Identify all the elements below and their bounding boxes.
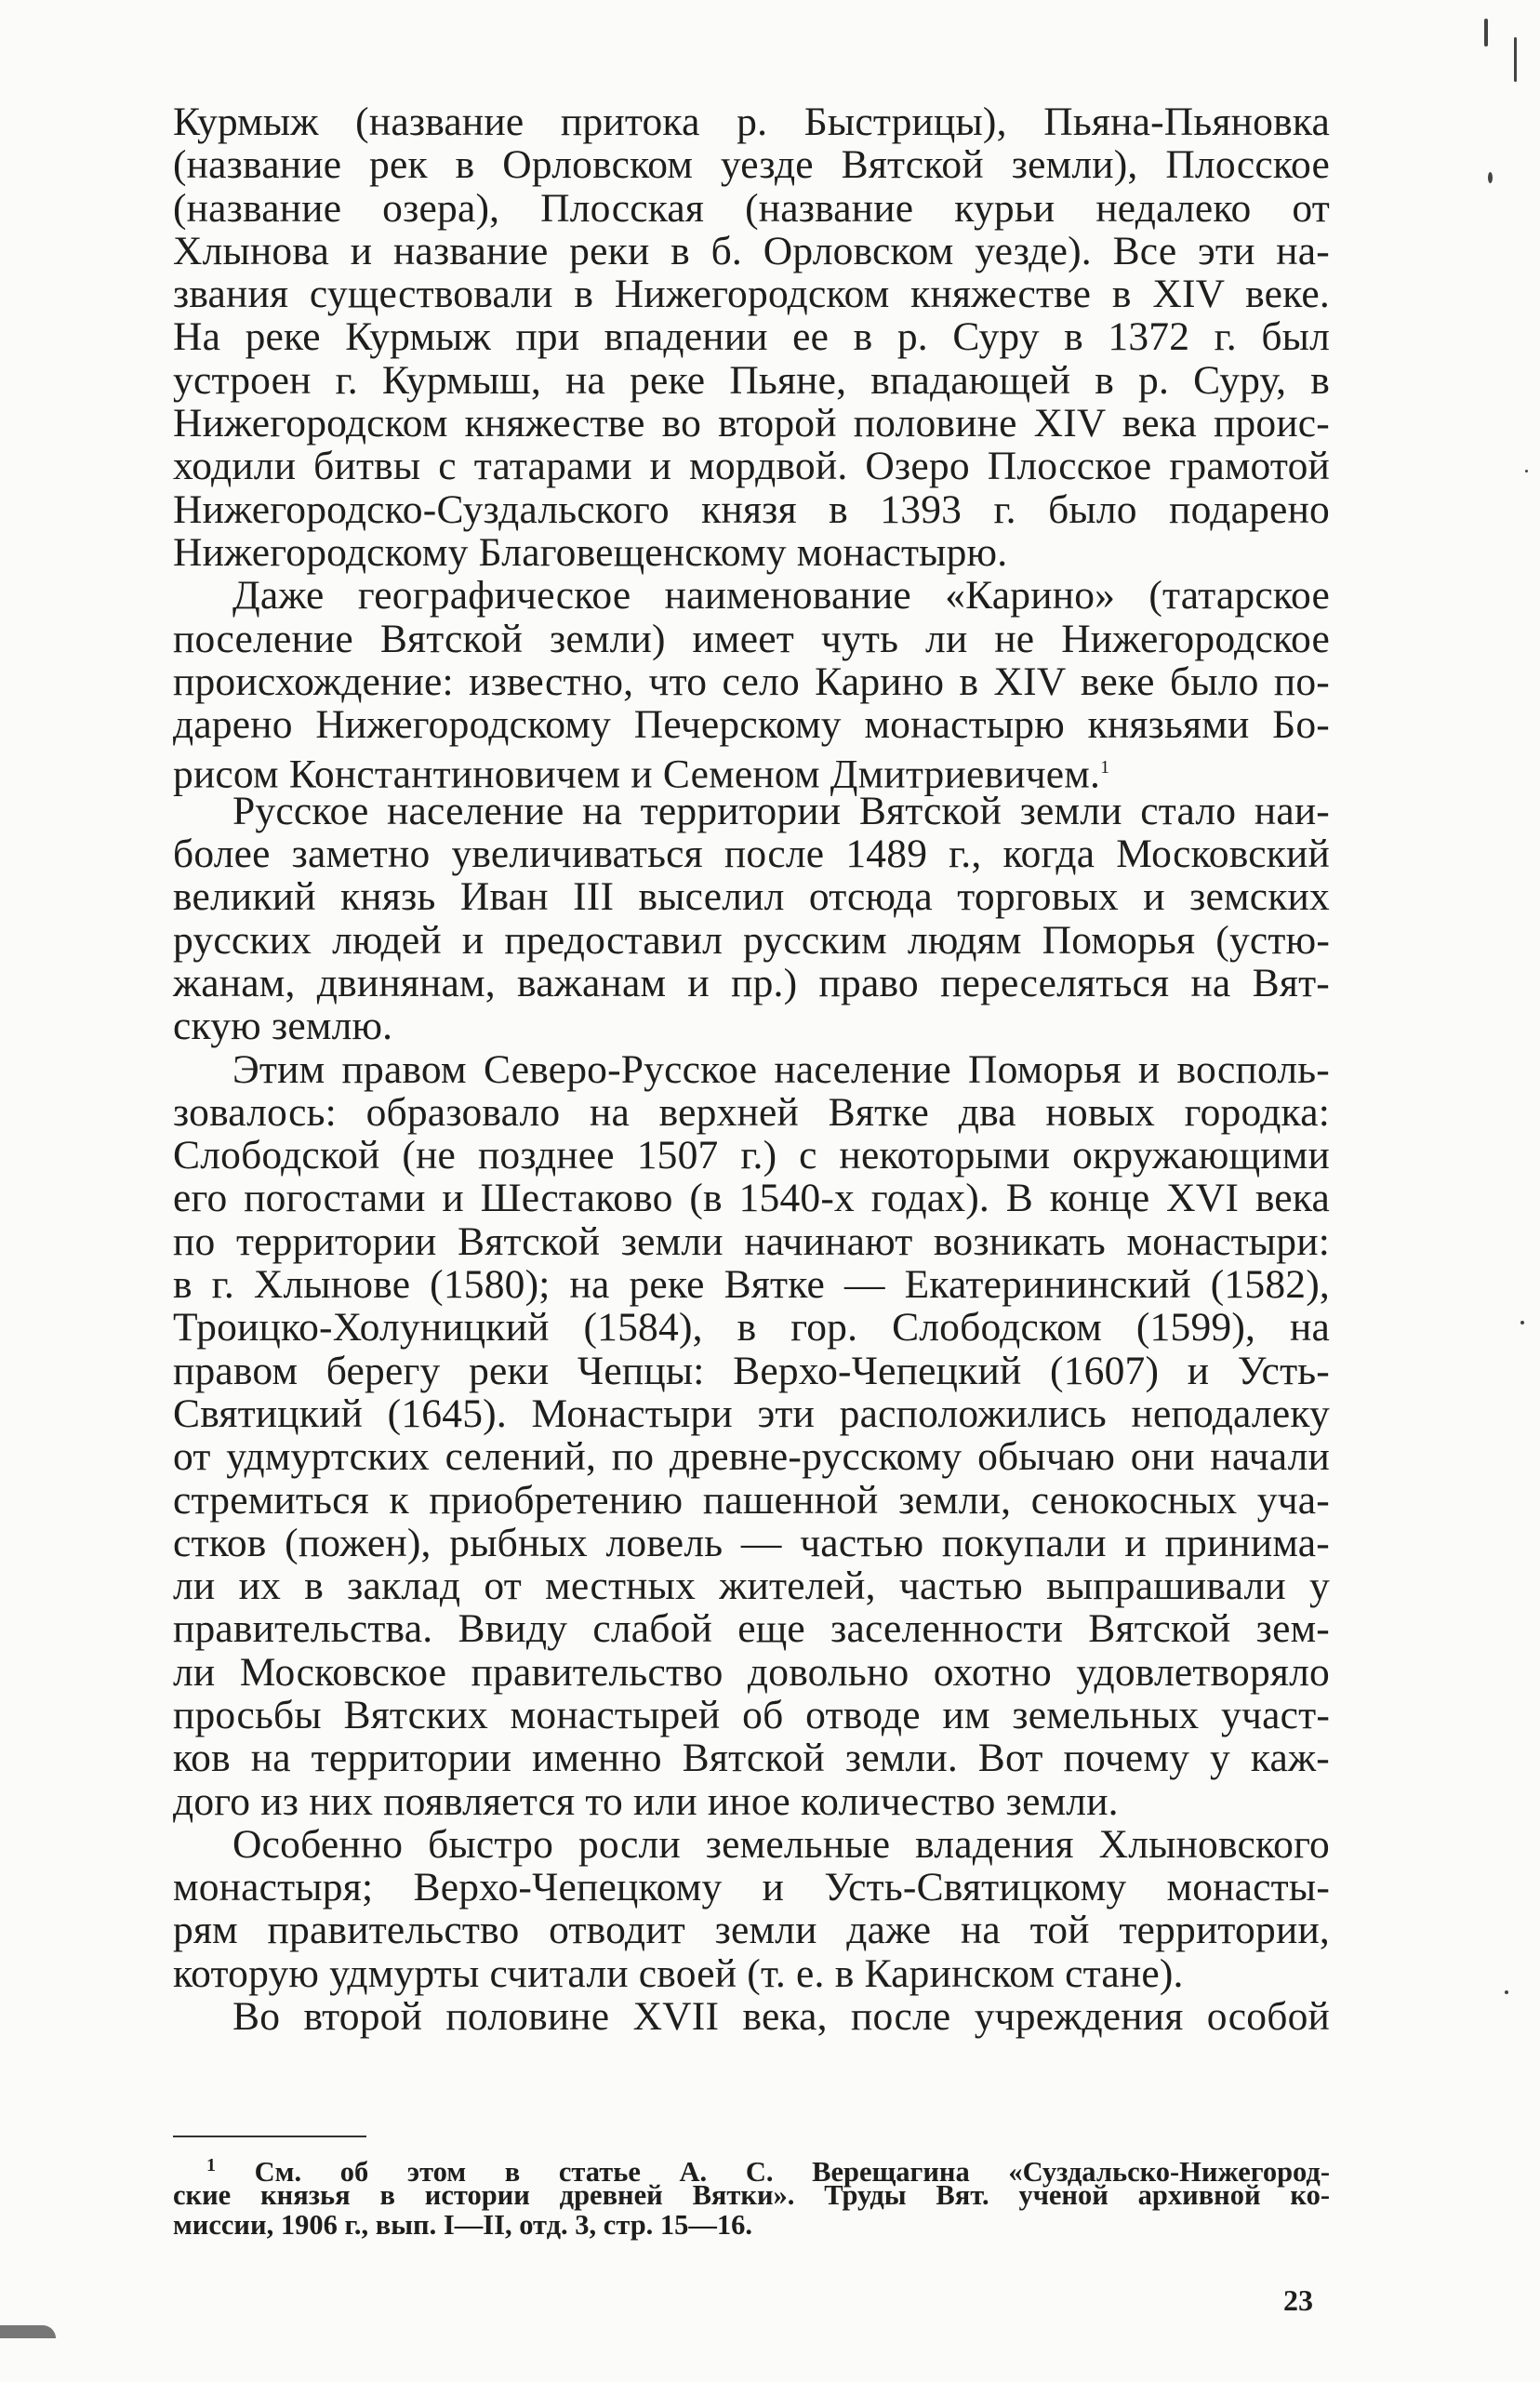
text-line: Особенно быстро росли земельные владения Хлыновского xyxy=(232,1821,1330,1867)
paragraph xyxy=(173,100,1330,574)
text-line: ли Московское правительство довольно охотно удовлетворяло xyxy=(173,1649,1330,1695)
text-line: монастыря; Верхо-Чепецкому и Усть-Святицкому монасты- xyxy=(173,1865,1330,1910)
text-line: его погостами и Шестаково (в 1540-х годах). В конце XVI века xyxy=(173,1176,1330,1221)
text-line: Троицко-Холуницкий (1584), в гор. Слободском (1599), на xyxy=(173,1305,1330,1351)
text-line: Этим правом Северо-Русское население Поморья и восполь- xyxy=(232,1046,1330,1092)
text-line: дого из них появляется то или иное количество земли. xyxy=(173,1778,1119,1824)
text-line: жанам, двинянам, важанам и пр.) право переселяться на Вят- xyxy=(173,960,1330,1005)
text-line: Святицкий (1645). Монастыри эти расположились неподалеку xyxy=(173,1391,1330,1436)
text-line: стремиться к приобретению пашенной земли, сенокосных уча- xyxy=(173,1477,1330,1523)
scan-speck xyxy=(1525,470,1528,472)
paragraph xyxy=(173,573,1330,797)
text-line: стков (пожен), рыбных ловель — частью покупали и принима- xyxy=(173,1520,1330,1565)
footnote-line: ские князья в истории древней Вятки». Труды Вят. ученой архивной ко- xyxy=(173,2179,1330,2211)
text-line: дарено Нижегородскому Печерскому монастырю князьями Бо- xyxy=(173,702,1330,748)
text-line: Курмыж (название притока р. Быстрицы), Пьяна-Пьяновка xyxy=(173,100,1330,144)
text-line: правительства. Ввиду слабой еще заселенности Вятской зем- xyxy=(173,1606,1330,1652)
scan-speck xyxy=(1505,1990,1508,1994)
page-number: 23 xyxy=(1283,2283,1313,2317)
paragraph xyxy=(173,1048,1330,1823)
text-line: Хлынова и название реки в б. Орловском уезде). Все эти на- xyxy=(173,228,1330,273)
text-line: скую землю. xyxy=(173,1004,393,1049)
text-line: Слободской (не позднее 1507 г.) с некоторыми окружающими xyxy=(173,1133,1330,1178)
main-text xyxy=(173,100,1330,2038)
scan-speck xyxy=(1484,19,1488,47)
text-line: в г. Хлынове (1580); на реке Вятке — Екатерининский (1582), xyxy=(173,1262,1330,1308)
text-line: правом берегу реки Чепцы: Верхо-Чепецкий (1607) и Усть- xyxy=(173,1348,1330,1393)
text-line: Нижегородском княжестве во второй половине XIV века проис- xyxy=(173,401,1330,446)
text-line: более заметно увеличиваться после 1489 г., когда Московский xyxy=(173,832,1330,877)
text-line: звания существовали в Нижегородском княжестве в XIV веке. xyxy=(173,272,1330,317)
scan-speck xyxy=(1488,172,1493,183)
text-line: русских людей и предоставил русским людям Поморья (устю- xyxy=(173,917,1330,963)
text-line: которую удмурты считали своей (т. е. в Каринском стане). xyxy=(173,1950,1184,1996)
text-line: Русское население на территории Вятской земли стало наи- xyxy=(232,788,1330,833)
text-line: устроен г. Курмыш, на реке Пьяне, впадающей в р. Суру, в xyxy=(173,357,1330,403)
scan-speck xyxy=(1514,37,1517,82)
text-line: (название рек в Орловском уезде Вятской земли), Плосское xyxy=(173,142,1330,188)
text-line: ходили битвы с татарами и мордвой. Озеро Плосское грамотой xyxy=(173,444,1330,489)
text-line: просьбы Вятских монастырей об отводе им земельных участ- xyxy=(173,1692,1330,1737)
footnote-divider xyxy=(173,2136,366,2137)
footnote-reference[interactable]: 1 xyxy=(1100,757,1110,778)
footnote-line: миссии, 1906 г., вып. I—II, отд. 3, стр. 15—16. xyxy=(173,2209,753,2241)
text-line: от удмуртских селений, по древне-русскому обычаю они начали xyxy=(173,1434,1330,1480)
text-line: Нижегородскому Благовещенскому монастырю. xyxy=(173,529,1008,575)
text-line: рям правительство отводит земли даже на той территории, xyxy=(173,1908,1330,1953)
footnote-line: $^1$ См. об этом в статье А. С. Верещагина «Суздальско-Нижегород- xyxy=(206,2155,1330,2189)
text-line: ли их в заклад от местных жителей, частью выпрашивали у xyxy=(173,1564,1330,1609)
text-line: рисом Константиновичем и Семеном Дмитриевичем.$^1$ xyxy=(173,752,1110,797)
text-line: поселение Вятской земли) имеет чуть ли не Нижегородское xyxy=(173,616,1330,661)
paragraph xyxy=(173,790,1330,1048)
scan-speck xyxy=(0,2325,56,2338)
text-line: Нижегородско-Суздальского князя в 1393 г. было подарено xyxy=(173,486,1330,532)
paragraph xyxy=(173,1995,1330,2038)
text-line: На реке Курмыж при впадении ее в р. Суру в 1372 г. был xyxy=(173,314,1330,360)
text-line: по территории Вятской земли начинают возникать монастыри: xyxy=(173,1218,1330,1264)
text-line: (название озера), Плосская (название курьи недалеко от xyxy=(173,185,1330,231)
footnote-mark: 1 xyxy=(206,2155,216,2176)
footnote xyxy=(173,2150,1330,2240)
text-line: Даже географическое наименование «Карино» (татарское xyxy=(232,573,1330,619)
text-line: ков на территории именно Вятской земли. Вот почему у каж- xyxy=(173,1736,1330,1781)
scan-speck xyxy=(1520,1321,1524,1324)
text-line: зовалось: образовало на верхней Вятке два новых городка: xyxy=(173,1089,1330,1135)
text-line: Во второй половине XVII века, после учреждения особой xyxy=(232,1994,1330,2040)
paragraph xyxy=(173,1823,1330,1995)
text-line: великий князь Иван III выселил отсюда торговых и земских xyxy=(173,874,1330,920)
text-line: происхождение: известно, что село Карино в XIV веке было по- xyxy=(173,659,1330,704)
